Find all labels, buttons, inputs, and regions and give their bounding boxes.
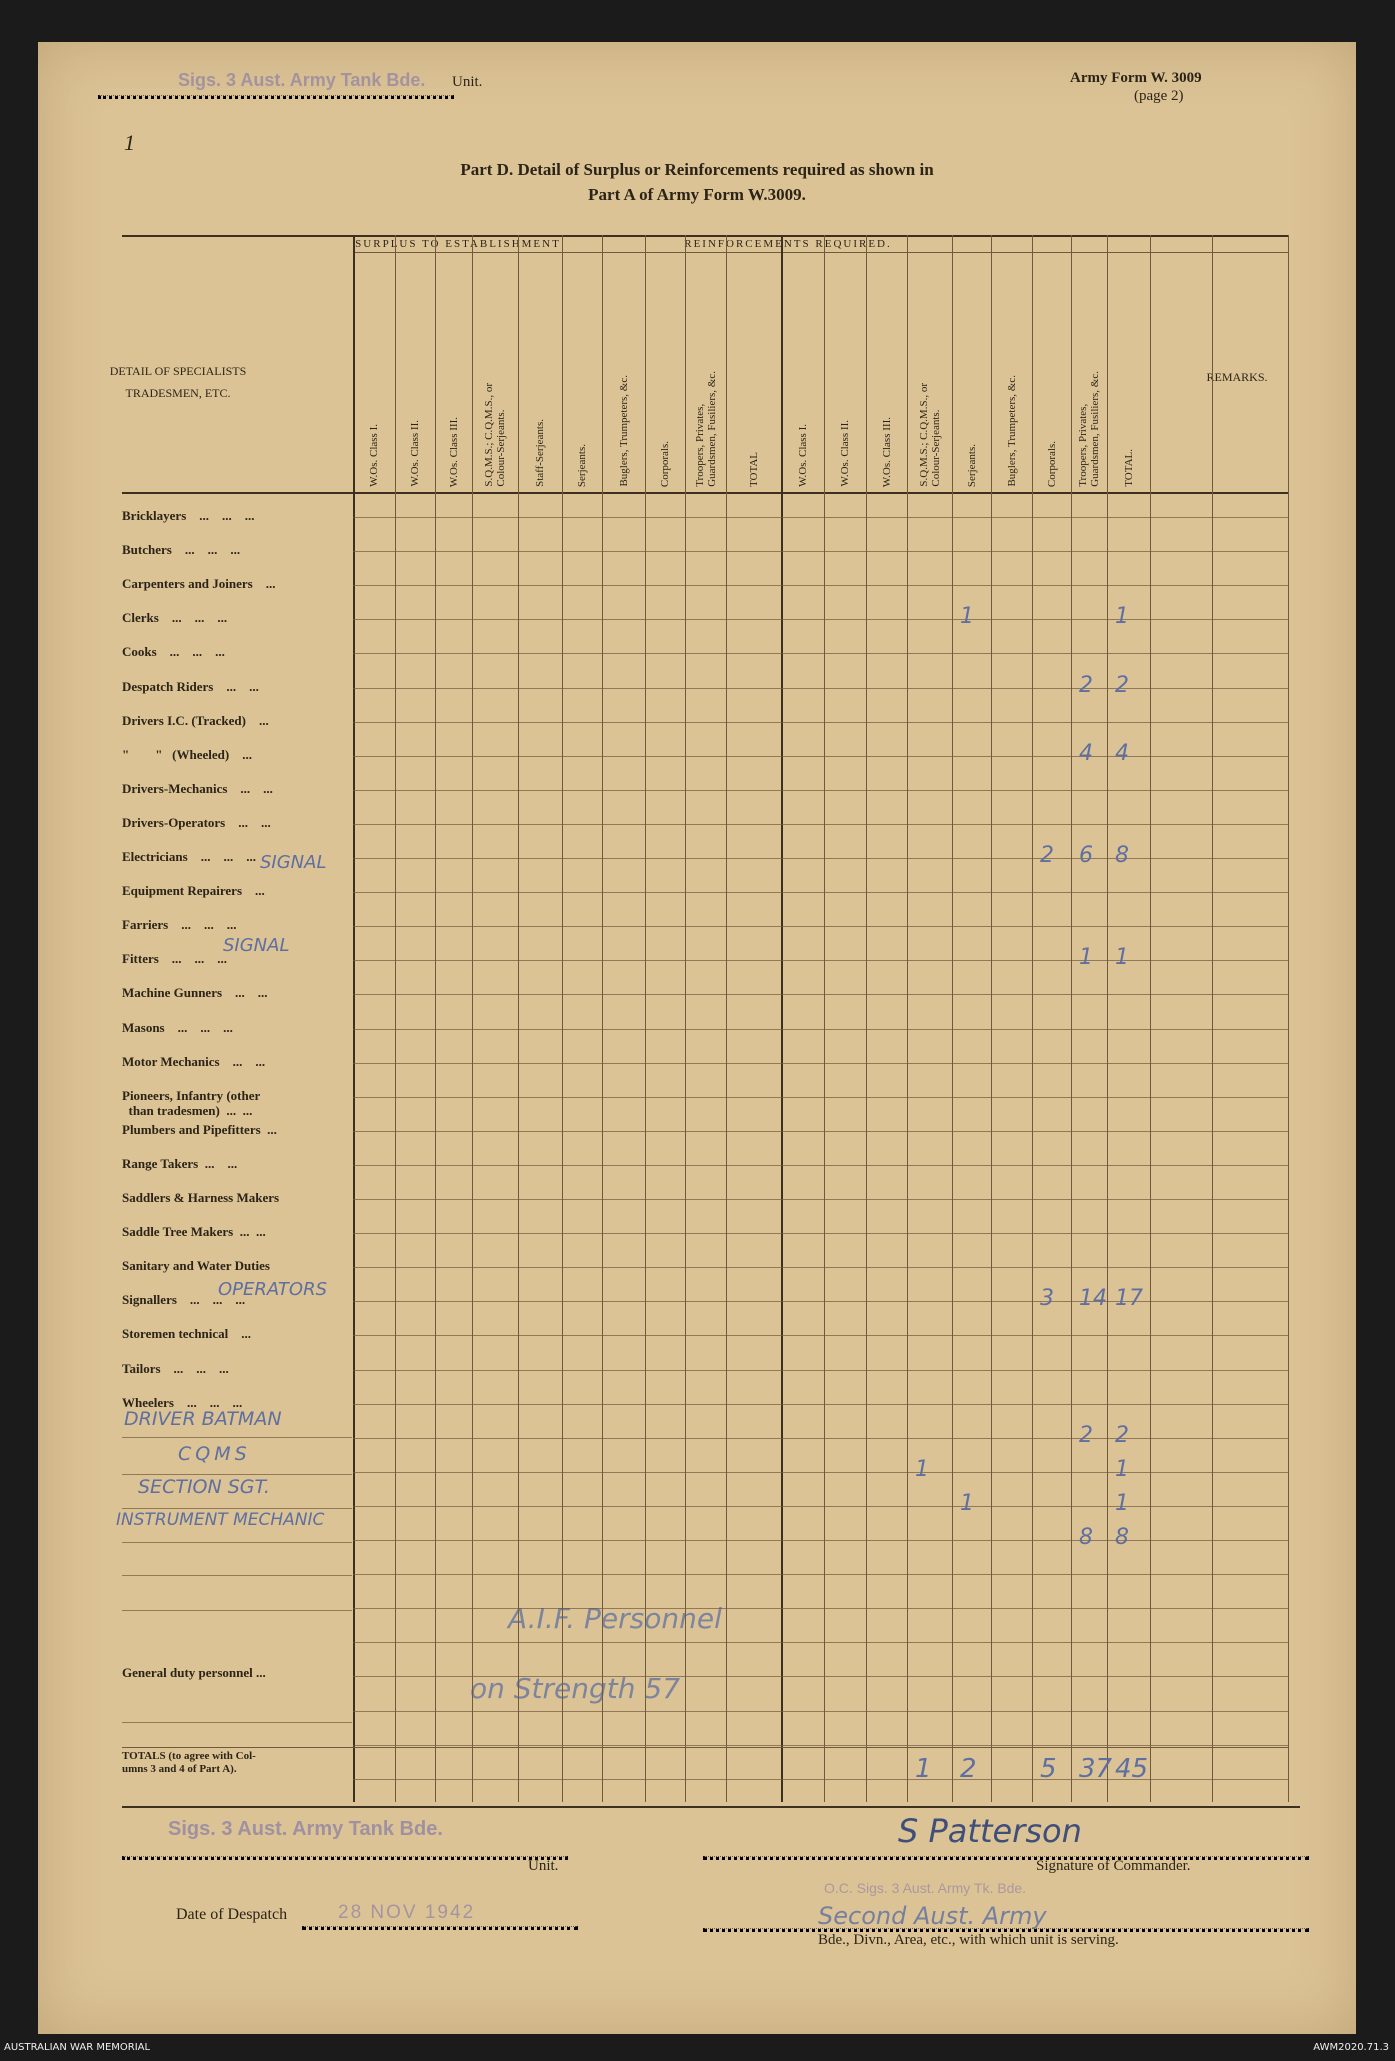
column-rule [952,235,953,1802]
surplus-column-label: Corporals. [659,440,671,487]
handwritten-entry: 2 [1079,1423,1093,1448]
column-rule [602,235,603,1802]
row-label: Tailors ... ... ... [122,1361,229,1376]
column-rule [726,235,727,1802]
row-rule [353,551,1288,552]
row-label: Saddlers & Harness Makers [122,1190,280,1205]
reinforcement-column-label: W.Os. Class III. [880,416,893,487]
row-label: Storemen technical ... [122,1326,252,1341]
remarks-header: REMARKS. [1206,370,1268,384]
handwritten-entry: 2 [1115,1423,1129,1448]
form-page: (page 2) [1134,88,1184,104]
row-label: Drivers I.C. (Tracked) ... [122,713,269,728]
surplus-column-label: W.Os. Class I. [368,424,380,487]
row-rule [353,1540,1288,1541]
row-rule [353,1711,1288,1712]
date-stamp: 28 NOV 1942 [338,1902,476,1923]
surplus-column-label: W.Os. Class II. [409,420,421,487]
row-rule [353,1301,1288,1302]
handwritten-entry: 2 [1040,843,1054,868]
row-rule [353,892,1288,893]
row-rule [353,1574,1288,1575]
row-rule [353,1165,1288,1166]
row-rule [353,1097,1288,1098]
reinforcement-column-label: Troopers, Privates, Guardsmen, Fusiliers, &c. [1077,371,1101,487]
row-rule [353,1370,1288,1371]
reinforcement-column-label: S.Q.M.S.; C.Q.M.S., or Colour-Serjeants. [917,383,942,487]
aif-note-1: A.I.F. Personnel [508,1602,722,1635]
column-rule [1032,235,1033,1802]
handwritten-entry: 3 [1040,1286,1054,1311]
handwritten-entry: 8 [1115,1525,1129,1550]
handwritten-entry: 1 [1115,604,1129,629]
column-rule [518,235,519,1802]
row-rule [353,1404,1288,1405]
row-rule [353,619,1288,620]
row-rule [353,824,1288,825]
handwritten-total: 5 [1040,1754,1057,1784]
handwritten-entry: 17 [1115,1286,1143,1311]
row-rule [353,1029,1288,1030]
margin-mark: 1 [124,130,135,155]
footer-unit-label: Unit. [528,1858,559,1874]
row-label: Machine Gunners ... ... [122,985,268,1000]
row-rule [353,1472,1288,1473]
unit-dotted-line [98,95,454,99]
archive-credit-left: AUSTRALIAN WAR MEMORIAL [4,2042,151,2053]
row-rule [353,756,1288,757]
handwritten-total: 37 [1079,1754,1113,1784]
handwritten-entry: 14 [1079,1286,1107,1311]
reinforcement-column-label: Buglers, Trumpeters, &c. [1005,375,1018,487]
row-label: " " (Wheeled) ... [122,747,252,762]
label-row-rule [122,1610,352,1611]
row-rule [353,1199,1288,1200]
row-rule [353,1063,1288,1064]
row-label: Masons ... ... ... [122,1020,233,1035]
row-rule [353,688,1288,689]
detail-column-header: DETAIL OF SPECIALISTS TRADESMEN, ETC. [109,364,247,400]
totals-label: TOTALS (to agree with Col- umns 3 and 4 of Part A). [122,1750,256,1775]
column-rule [1288,235,1289,1802]
general-duty-label: General duty personnel ... [122,1665,266,1680]
archive-credit-right: AWM2020.71.3 [1313,2042,1389,2053]
header-bottom-rule [122,492,1288,494]
label-row-rule [122,1575,352,1576]
aif-note-2: on Strength 57 [470,1672,681,1705]
row-label: Carpenters and Joiners ... [122,576,276,591]
row-rule [353,994,1288,995]
column-rule [1107,235,1108,1802]
surplus-column-label: TOTAL [747,452,760,487]
column-rule [395,235,396,1802]
form-title-line1: Part D. Detail of Surplus or Reinforcements required as shown in [460,160,934,179]
row-rule [353,1267,1288,1268]
row-rule [353,1335,1288,1336]
surplus-column-label: Troopers, Privates, Guardsmen, Fusiliers, &c. [693,371,718,487]
row-label: Plumbers and Pipefitters ... [122,1122,277,1137]
handwritten-entry: 4 [1079,741,1093,766]
extra-row-driver-batman: DRIVER BATMAN [124,1408,282,1430]
row-rule [353,790,1288,791]
column-rule [1212,235,1213,1802]
row-rule [353,653,1288,654]
form-title-line2: Part A of Army Form W.3009. [588,185,806,204]
handwritten-entry: 1 [915,1457,929,1482]
handwritten-entry: 4 [1115,741,1129,766]
row-rule [353,1131,1288,1132]
serving-handwritten: Second Aust. Army [818,1902,1047,1930]
row-rule [353,1608,1288,1609]
row-label: Range Takers ... ... [122,1156,238,1171]
column-rule [1071,235,1072,1802]
handwritten-entry: 1 [960,604,974,629]
handwritten-entry: 1 [1115,1457,1129,1482]
row-rule [353,1745,1288,1746]
label-row-rule [122,1474,352,1475]
surplus-column-label: Buglers, Trumpeters, &c. [617,375,630,487]
row-label: Saddle Tree Makers ... ... [122,1224,266,1239]
handwritten-entry: 1 [1079,945,1093,970]
extra-row-instrument-mechanic: INSTRUMENT MECHANIC [116,1510,325,1530]
row-rule [353,960,1288,961]
row-label: Clerks ... ... ... [122,610,228,625]
row-rule [353,1642,1288,1643]
row-label: Despatch Riders ... ... [122,679,259,694]
footer-divider [122,1806,1300,1808]
column-rule [781,235,783,1802]
row-rule [353,585,1288,586]
surplus-column-label: Serjeants. [576,443,588,487]
row-label: Fitters ... ... ... [122,951,228,966]
surplus-header: SURPLUS TO ESTABLISHMENT [355,238,561,250]
column-rule [685,235,686,1802]
handwritten-total: 45 [1115,1754,1149,1784]
row-rule [353,1233,1288,1234]
reinforcement-column-label: W.Os. Class I. [796,424,809,487]
row-label: Bricklayers ... ... ... [122,508,255,523]
unit-label: Unit. [452,74,483,90]
totals-rule [122,1747,1288,1748]
commander-signature: S Patterson [898,1812,1082,1850]
surplus-column-label: S.Q.M.S.; C.Q.M.S., or Colour-Serjeants. [483,383,507,487]
column-rule [991,235,992,1802]
commander-stamp: O.C. Sigs. 3 Aust. Army Tk. Bde. [824,1880,1027,1896]
row-label: Electricians ... ... ... [122,849,256,864]
date-line [302,1926,578,1930]
signature-label: Signature of Commander. [1036,1858,1191,1874]
column-rule [824,235,825,1802]
signallers-note: OPERATORS [218,1279,328,1300]
surplus-column-label: Staff-Serjeants. [534,419,546,487]
row-label: Drivers-Operators ... ... [122,815,271,830]
date-label: Date of Despatch [176,1906,288,1923]
label-row-rule [122,1437,352,1438]
reinforcement-column-label: Corporals. [1045,440,1058,487]
row-rule [353,1506,1288,1507]
label-row-rule [122,1508,352,1509]
column-rule [472,235,473,1802]
row-label: Motor Mechanics ... ... [122,1054,266,1069]
handwritten-entry: 1 [960,1491,974,1516]
column-rule [353,235,355,1802]
handwritten-entry: 1 [1115,1491,1129,1516]
row-label: Butchers ... ... ... [122,542,241,557]
fitters-note: SIGNAL [223,935,290,956]
reinforcement-column-label: TOTAL. [1122,449,1135,487]
row-rule [353,1438,1288,1439]
handwritten-entry: 1 [1115,945,1129,970]
serving-label: Bde., Divn., Area, etc., with which unit is serving. [818,1932,1119,1948]
column-rule [562,235,563,1802]
row-rule [353,926,1288,927]
row-label: Equipment Repairers ... [122,883,265,898]
row-rule [353,722,1288,723]
reinforcement-column-label: W.Os. Class II. [839,420,851,487]
row-label: Signallers ... ... ... [122,1292,246,1307]
form-sheet [38,42,1356,2034]
signature-line [703,1856,1309,1860]
label-row-rule [122,1542,352,1543]
row-rule [353,858,1288,859]
row-label: Wheelers ... ... ... [122,1395,243,1410]
row-rule [353,517,1288,518]
column-rule [866,235,867,1802]
surplus-column-label: W.Os. Class III. [447,416,460,487]
group-header-rule [353,252,1288,253]
handwritten-total: 2 [960,1754,977,1784]
row-label: Drivers-Mechanics ... ... [122,781,273,796]
row-rule [353,1676,1288,1677]
extra-row-section-sgt: SECTION SGT. [138,1476,270,1498]
extra-row-cqms: CQMS [178,1443,251,1465]
handwritten-entry: 6 [1079,843,1093,868]
table-top-rule [122,235,1288,237]
column-rule [907,235,908,1802]
form-number: Army Form W. 3009 [1070,70,1202,86]
handwritten-entry: 8 [1079,1525,1093,1550]
handwritten-entry: 8 [1115,843,1129,868]
reinforcements-header: REINFORCEMENTS REQUIRED. [684,238,892,250]
electricians-note: SIGNAL [260,852,327,873]
reinforcement-column-label: Serjeants. [965,443,978,487]
label-row-rule [122,1722,352,1723]
footer-unit-stamp: Sigs. 3 Aust. Army Tank Bde. [168,1818,443,1840]
row-label: Sanitary and Water Duties [122,1258,270,1273]
row-label: Pioneers, Infantry (other than tradesmen) ... ... [122,1088,261,1118]
column-rule [645,235,646,1802]
unit-stamp: Sigs. 3 Aust. Army Tank Bde. [178,70,426,90]
handwritten-total: 1 [915,1754,932,1784]
row-label: Cooks ... ... ... [122,644,225,659]
column-rule [435,235,436,1802]
handwritten-entry: 2 [1115,673,1129,698]
column-rule [1150,235,1151,1802]
handwritten-entry: 2 [1079,673,1093,698]
row-label: Farriers ... ... ... [122,917,237,932]
footer-unit-line [122,1856,568,1860]
